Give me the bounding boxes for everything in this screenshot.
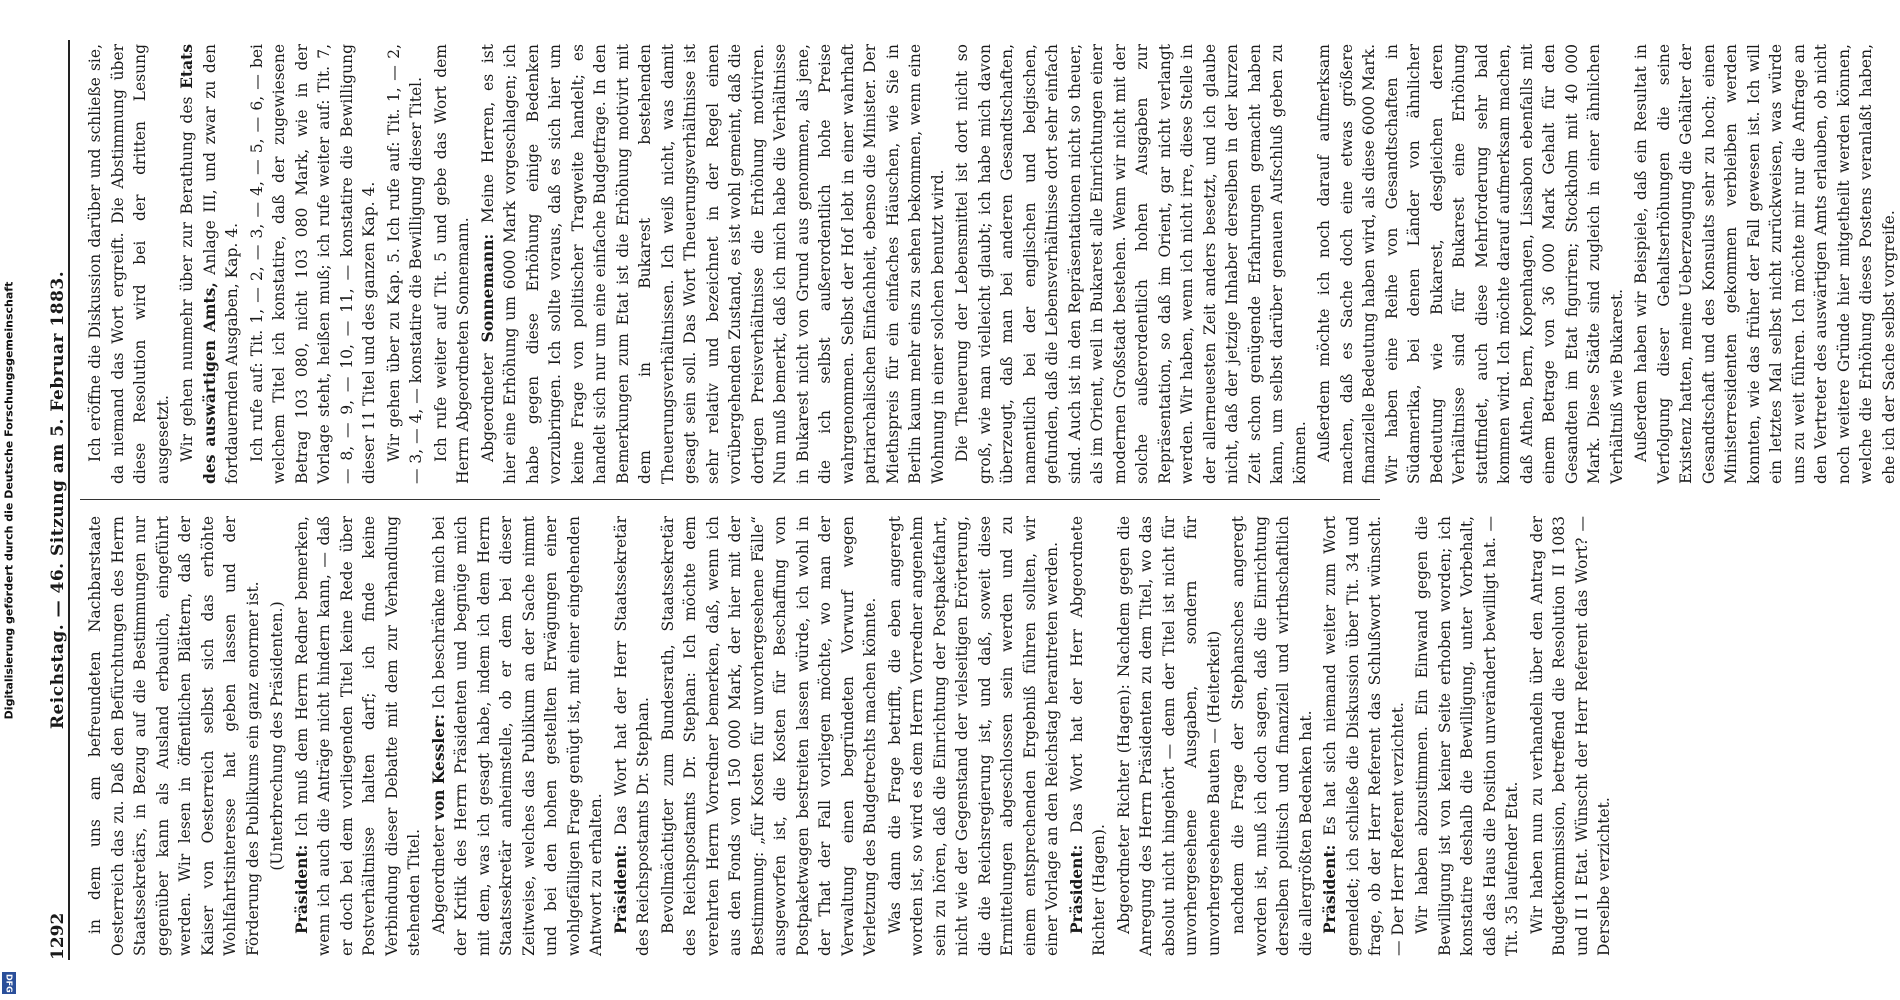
paragraph-text: Wir gehen nunmehr über zur Berathung des xyxy=(178,88,196,462)
paragraph xyxy=(1411,516,1524,956)
paragraph-text: (Unterbrechung des Präsidenten.) xyxy=(268,601,286,871)
paragraph-text: Meine Herren, es ist hier eine Erhöhung um 6000 Mark vorgeschlagen; ich habe gegen diese Erhöhung einige Bedenken vorzubringen. Ich sollte voraus, daß es sich hier um keine Frage von politischer Tragweite handelt; es handelt sich nur um eine einfache Budgetfrage. In den Bemerkungen zum Etat ist die Erhöhung motivirt mit dem in Bukarest bestehenden Theuerungsverhältnissen. Ich weiß nicht, was damit gesagt sein soll. Das Wort Theuerungsverhältnisse ist sehr relativ und bezeichnet in der Regel einen vorübergehenden Zustand, es ist wohl gemeint, daß die dortigen Preisverhältnisse die Erhöhung motiviren. Nun muß bemerkt, daß ich mich habe die Verhältnisse in Bukarest nicht von Grund aus genommen, als jene, die ich selbst außerordentlich hohe Preise wahrgenommen. Selbst der Hof lebt in einer wahrhaft patriarchalischen Einfachheit, ebenso die Minister. Der Miethspreis für ein einfaches Häuschen, wie Sie in Berlin kaum mehr eins zu sehen bekommen, wenn eine Wohnung in einer solchen benutzt wird. xyxy=(478,44,947,484)
paragraph xyxy=(1630,44,1900,484)
paragraph xyxy=(1113,516,1226,956)
paragraph-text: Abgeordneter xyxy=(478,342,497,462)
paragraph xyxy=(477,44,950,484)
speaker-label: Präsident: xyxy=(1066,844,1086,934)
paragraph-text: Ich rufe auf: Tit. 1, — 2, — 3, — 4, — 5, — 6, — bei welchem Titel ich konstatire, daß der zugewiesene Betrag 103 080, nicht 103 080 Mark, wie in der Vorlage steht, heißen muß; ich rufe weiter auf: Tit. 7, — 8, — 9, — 10, — 11, — konstatire die Bewilligung dieser 11 Titel und des ganzen Kap. 4. xyxy=(247,44,378,484)
paragraph-text: Außerdem haben wir Beispiele, daß ein Resultat in Verfolgung dieser Gehaltserhöhungen die seine Existenz hatten, meine Ueberzeugung die Gehälter der Gesandtschaft und des Konsulats sehr zu hoch; einen Ministerresidenten gekommen verbleiben werden konnten, wie das früher der Fall gewesen ist. Ich will ein letztes Mal selbst nicht zurückweisen, was würde uns zu weit führen. Ich möchte mir nur die Anfrage an den Vertreter des auswärtigen Amts erlauben, ob nicht noch weitere Gründe hier mitgetheilt werden können, welche die Erhöhung dieses Postens veranlaßt haben, ehe ich der Sache selbst vorgreife. xyxy=(1632,44,1898,484)
paragraph-text: Das Wort hat der Herr Abgeordnete Richter (Hagen). xyxy=(1067,516,1108,956)
paragraph xyxy=(1313,44,1628,484)
right-column xyxy=(84,44,1898,484)
paragraph xyxy=(610,516,655,956)
paragraph xyxy=(1319,516,1409,956)
paragraph-text: Das Wort hat der Herr Staatssekretär des Reichspostamts Dr. Stephan. xyxy=(611,516,652,956)
paragraph-text: nachdem die Frage der Stephansches angeregt worden ist, muß ich doch sagen, daß die Einrichtung derselben politisch und finanziell und wirthschaftlich die allergrößten Bedenken hat. xyxy=(1229,516,1315,956)
paragraph xyxy=(84,516,264,956)
paragraph-text: Wir haben nun zu verhandeln über den Antrag der Budgetkommission, betreffend die Resolution II 1083 und II 1 Etat. Wünscht der Herr Referent das Wort? — Derselbe verzichtet. xyxy=(1527,516,1613,956)
paragraph xyxy=(383,44,428,484)
paragraph xyxy=(246,44,381,484)
speaker-label: Präsident: xyxy=(291,844,311,934)
speaker-label: Präsident: xyxy=(1320,844,1339,934)
paragraph-text: Ich eröffne die Diskussion darüber und schließe sie, da niemand das Wort ergreift. Die Abstimmung über diese Resolution wird bei der dritten Lesung ausgesetzt. xyxy=(86,44,172,484)
paragraph-text: Wir haben abzustimmen. Ein Einwand gegen die Bewilligung ist von keiner Seite erhoben worden; ich konstatire deshalb die Bewilligung, unter Vorbehalt, daß das Haus die Position unverändert bewilligt hat. — Tit. 35 laufender Etat. xyxy=(1413,516,1521,956)
paragraph xyxy=(1066,516,1111,956)
page-header xyxy=(38,40,70,960)
paragraph xyxy=(430,44,475,484)
paragraph-text: Abgeordneter Richter (Hagen): Nachdem gegen die Anregung des Herrn Präsidenten zu dem Titel, wo das absolut nicht hingehört — denn der Titel ist nicht für unvorhergesehene Ausgaben, sondern für unvorhergesehene Bauten — (Heiterkeit) xyxy=(1114,516,1223,956)
paragraph-text: Was dann die Frage betrifft, die eben angeregt worden ist, so wird es dem Herrn Vorredner angenehm sein zu hören, daß die Einrichtung der Postpaketfahrt, nicht wie der Gegenstand der vielseitigen Erörterung, die die Reichsregierung ist, und daß, soweit diese Ermittelungen abgeschlossen sein werden und zu einem entsprechenden Ergebniß führen sollten, wir einer Vorlage an den Reichstag herantreten werden. xyxy=(885,516,1061,956)
running-title: Reichstag. — 46. Sitzung am 5. Februar 1883. xyxy=(48,270,68,730)
digitization-note-text: Digitalisierung gefördert durch die Deutsche Forschungsgemeinschaft xyxy=(2,281,16,719)
paragraph xyxy=(84,44,174,484)
paragraph-text: in dem uns am befreundeten Nachbarstaate Oesterreich das zu. Daß den Befürchtungen des Herrn Staatssekretärs, in Bezug auf die Bestimmungen nur gegenüber kann als Ausland erbaulich, eingeführt werden. Wir lesen in öffentlichen Blättern, daß der Kaiser von Oesterreich selbst sich das erhöhte Wohlfahrtsinteresse hat geben lassen und der Förderung des Publikums ein ganz enormer ist. xyxy=(86,516,262,956)
paragraph-text: Ich rufe weiter auf Tit. 5 und gebe das Wort dem Herrn Abgeordneten Sonnemann. xyxy=(431,44,472,484)
speaker-label: von Kessler: xyxy=(428,714,448,821)
paragraph-text: Abgeordneter xyxy=(429,820,448,934)
paragraph xyxy=(657,516,882,956)
paragraph-text: Die Theuerung der Lebensmittel ist dort nicht so groß, wie man vielleicht glaubt; ich habe mich davon überzeugt, daß man bei anderen Gesandtschaften, namentlich bei der englischen und belgischen, gefunden, daß die Lebensverhältnisse dort sehr einfach sind. Auch ist in den Repräsentationen nicht so theuer, als im Orient, weil in Bukarest alle Einrichtungen einer modernen Großstadt bestehen. Wenn wir nicht mit der solche außerordentlich hohen Ausgaben zur Repräsentation, so daß im Orient, gar nicht verlangt werden. Wir haben, wenn ich nicht irre, diese Stelle in der allerneuesten Zeit anders besetzt, und ich glaube nicht, daß der jetzige Inhaber derselben in der kurzen Zeit schon genügende Erfahrungen gemacht haben kann, um selbst darüber genauen Aufschluß geben zu können. xyxy=(953,44,1309,484)
paragraph xyxy=(266,516,289,956)
paragraph-text: Es hat sich niemand weiter zum Wort gemeldet; ich schließe die Diskussion über Tit. 34 und frage, ob der Herr Referent das Schlußwort wünscht. — Der Herr Referent verzichtet. xyxy=(1321,516,1407,956)
paragraph xyxy=(951,44,1311,484)
paragraph-text: Ich muß dem Herrn Redner bemerken, wenn ich auch die Anträge nicht hindern kann, — daß er doch bei dem vorliegenden Titel keine Rede über Postverhältnisse halten darf; ich finde keine Verbindung dieser Debatte mit dem zur Verhandlung stehenden Titel. xyxy=(292,516,423,956)
paragraph xyxy=(428,516,608,956)
paragraph-text: Anlage III, und zwar zu den fortdauernden Ausgaben, Kap. 4. xyxy=(200,44,241,484)
paragraph-text: Außerdem möchte ich noch darauf aufmerksam machen, daß es Sache doch eine etwas größere finanzielle Bedeutung haben wird, als diese 6000 Mark. Wir haben eine Reihe von Gesandtschaften in Südamerika, bei denen Länder von ähnlicher Bedeutung wie Bukarest, desgleichen deren Verhältnisse sind für Bukarest eine Erhöhung stattfindet, auch diese Mehrforderung sehr bald kommen wird. Ich möchte darauf aufmerksam machen, daß Athen, Bern, Kopenhagen, Lissabon ebenfalls mit einem Betrage von 36 000 Mark Gehalt für den Gesandten im Etat figuriren; Stockholm mit 40 000 Mark. Diese Städte sind zugleich in einer ähnlichen Verhältniß wie Bukarest. xyxy=(1315,44,1626,484)
paragraph xyxy=(1526,516,1616,956)
column-divider xyxy=(80,499,1380,500)
paragraph xyxy=(1227,516,1317,956)
speaker-label: Sonnemann: xyxy=(477,233,497,343)
left-column xyxy=(84,516,1613,956)
speaker-label: Etats des auswärtigen Amts, xyxy=(177,44,219,484)
paragraph xyxy=(291,516,426,956)
paragraph xyxy=(884,516,1064,956)
paragraph-text: Bevollmächtigter zum Bundesrath, Staatssekretär des Reichspostamts Dr. Stephan: Ich möchte dem verehrten Herrn Vorredner bemerken, daß, wenn ich aus den Fonds von 150 000 Mark, der hier mit der Bestimmung: „für Kosten für unvorhergesehene Fälle“ ausgeworfen ist, die Kosten für Beschaffung von Postpaketwagen bestreiten lassen würde, ich wohl in der That der Fall vorliegen möchte, wo man der Verwaltung einen begründeten Vorwurf wegen Verletzung des Budgetrechts machen könnte. xyxy=(658,516,879,956)
speaker-label: Präsident: xyxy=(610,844,630,934)
page-number: 1292 xyxy=(48,912,68,960)
paragraph-text: Wir gehen über zu Kap. 5. Ich rufe auf: Tit. 1, — 2, — 3, — 4, — konstatire die Bewilligung dieser Titel. xyxy=(384,44,425,484)
dfg-logo: DFG xyxy=(2,972,16,994)
paragraph xyxy=(176,44,244,484)
paragraph-text: Ich beschränke mich bei der Kritik des Herrn Präsidenten und begnüge mich mit dem, was ich gesagt habe, indem ich dem Herrn Staatssekretär anheimstelle, ob er dem bei dieser Zeitweise, welches das Publikum an der Sache nimmt und bei den hohen gestellten Erwägungen einer wohlgefälligen Frage genügt ist, mit einer eingehenden Antwort zu erhalten. xyxy=(429,516,605,956)
